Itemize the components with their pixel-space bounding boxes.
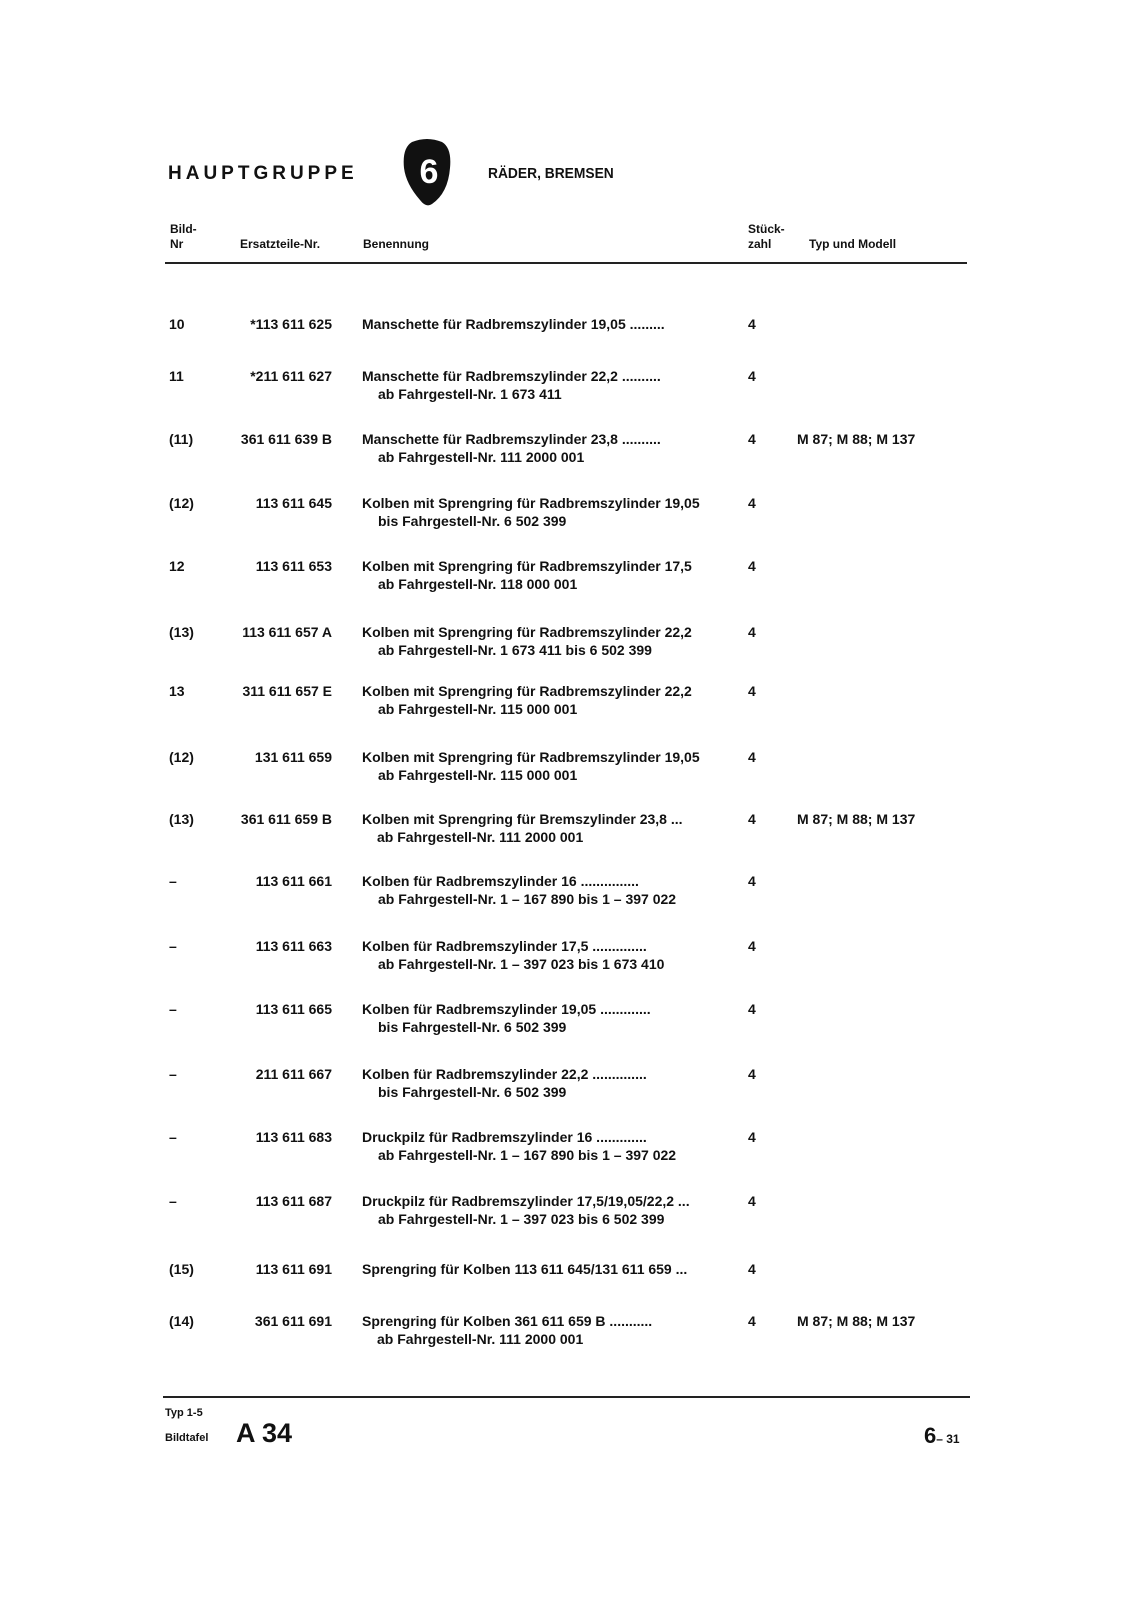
- footer-bildtafel-label: Bildtafel: [165, 1432, 209, 1444]
- description: Druckpilz für Radbremszylinder 16 .............: [362, 1129, 647, 1145]
- col-qty-header: Stück- zahl: [748, 222, 785, 251]
- quantity: 4: [748, 1313, 756, 1329]
- bild-nr: 12: [169, 558, 185, 574]
- quantity: 4: [748, 624, 756, 640]
- description: Kolben mit Sprengring für Radbremszylinder 17,5: [362, 558, 692, 574]
- footer-divider: [163, 1396, 970, 1398]
- bild-nr: 11: [169, 368, 184, 384]
- quantity: 4: [748, 368, 756, 384]
- quantity: 4: [748, 431, 756, 447]
- part-number: 131 611 659: [254, 749, 332, 765]
- description: Kolben mit Sprengring für Bremszylinder 23,8 ...: [362, 811, 683, 827]
- part-number: 113 611 663: [255, 938, 332, 954]
- part-number: 113 611 661: [255, 873, 332, 889]
- description: Sprengring für Kolben 361 611 659 B ...........: [362, 1313, 653, 1329]
- bild-nr: (15): [169, 1261, 194, 1277]
- quantity: 4: [748, 1001, 756, 1017]
- bild-nr: (12): [169, 749, 194, 765]
- chassis-range: ab Fahrgestell-Nr. 111 2000 001: [378, 449, 585, 465]
- type-model: M 87; M 88; M 137: [797, 431, 916, 447]
- bild-nr: –: [169, 1193, 177, 1209]
- group-label: HAUPTGRUPPE: [168, 163, 358, 184]
- bild-nr: –: [169, 1066, 177, 1082]
- chassis-range: ab Fahrgestell-Nr. 1 673 411 bis 6 502 399: [378, 642, 652, 658]
- description: Kolben mit Sprengring für Radbremszylinder 22,2: [362, 624, 692, 640]
- bild-nr: –: [169, 873, 177, 889]
- chassis-range: ab Fahrgestell-Nr. 1 – 167 890 bis 1 – 397 022: [378, 1147, 677, 1163]
- description: Kolben mit Sprengring für Radbremszylinder 19,05: [362, 749, 700, 765]
- description: Manschette für Radbremszylinder 23,8 ..........: [362, 431, 661, 447]
- description: Kolben für Radbremszylinder 16 ...............: [362, 873, 639, 889]
- page-number: 6– 31: [924, 1423, 960, 1448]
- footer-typ: Typ 1-5: [165, 1407, 203, 1419]
- bild-nr: (12): [169, 495, 194, 511]
- bild-nr: (14): [169, 1313, 194, 1329]
- chassis-range: ab Fahrgestell-Nr. 111 2000 001: [377, 829, 584, 845]
- part-number: *211 611 627: [250, 368, 332, 384]
- description: Druckpilz für Radbremszylinder 17,5/19,05/22,2 ...: [362, 1193, 690, 1209]
- chassis-range: ab Fahrgestell-Nr. 1 673 411: [378, 386, 562, 402]
- quantity: 4: [748, 749, 756, 765]
- description: Kolben mit Sprengring für Radbremszylinder 19,05: [362, 495, 700, 511]
- footer-bildtafel: A 34: [236, 1418, 293, 1448]
- chassis-range: ab Fahrgestell-Nr. 115 000 001: [378, 701, 578, 717]
- chassis-range: ab Fahrgestell-Nr. 1 – 397 023 bis 1 673 410: [378, 956, 665, 972]
- bild-nr: (13): [169, 624, 194, 640]
- chassis-range: ab Fahrgestell-Nr. 111 2000 001: [377, 1331, 584, 1347]
- description: Kolben für Radbremszylinder 17,5 ..............: [362, 938, 647, 954]
- part-number: 113 611 645: [255, 495, 332, 511]
- part-number: 211 611 667: [255, 1066, 332, 1082]
- description: Kolben mit Sprengring für Radbremszylinder 22,2: [362, 683, 692, 699]
- quantity: 4: [748, 316, 756, 332]
- bild-nr: (13): [169, 811, 194, 827]
- col-desc-header: Benennung: [363, 237, 429, 251]
- part-number: 113 611 653: [255, 558, 332, 574]
- quantity: 4: [748, 495, 756, 511]
- quantity: 4: [748, 938, 756, 954]
- part-number: 361 611 659 B: [240, 811, 332, 827]
- bild-nr: (11): [169, 431, 194, 447]
- quantity: 4: [748, 683, 756, 699]
- chassis-range: ab Fahrgestell-Nr. 118 000 001: [378, 576, 578, 592]
- type-model: M 87; M 88; M 137: [797, 1313, 916, 1329]
- chassis-range: bis Fahrgestell-Nr. 6 502 399: [378, 513, 567, 529]
- part-number: 113 611 691: [255, 1261, 332, 1277]
- part-number: *113 611 625: [250, 316, 332, 332]
- description: Manschette für Radbremszylinder 19,05 .........: [362, 316, 665, 332]
- part-number: 361 611 639 B: [240, 431, 332, 447]
- bild-nr: 10: [169, 316, 185, 332]
- part-number: 311 611 657 E: [242, 683, 332, 699]
- bild-nr: 13: [169, 683, 185, 699]
- chassis-range: ab Fahrgestell-Nr. 115 000 001: [378, 767, 578, 783]
- bild-nr: –: [169, 938, 177, 954]
- quantity: 4: [748, 873, 756, 889]
- description: Manschette für Radbremszylinder 22,2 ..........: [362, 368, 661, 384]
- part-number: 113 611 687: [255, 1193, 332, 1209]
- bild-nr: –: [169, 1001, 177, 1017]
- chassis-range: bis Fahrgestell-Nr. 6 502 399: [378, 1019, 567, 1035]
- col-typ-header: Typ und Modell: [809, 237, 897, 251]
- chassis-range: bis Fahrgestell-Nr. 6 502 399: [378, 1084, 567, 1100]
- part-number: 113 611 683: [255, 1129, 332, 1145]
- bild-nr: –: [169, 1129, 177, 1145]
- description: Kolben für Radbremszylinder 22,2 ..............: [362, 1066, 647, 1082]
- section-title: RÄDER, BREMSEN: [488, 165, 614, 182]
- quantity: 4: [748, 1129, 756, 1145]
- description: Sprengring für Kolben 113 611 645/131 611 659 ...: [362, 1261, 688, 1277]
- quantity: 4: [748, 1066, 756, 1082]
- type-model: M 87; M 88; M 137: [797, 811, 916, 827]
- quantity: 4: [748, 1261, 756, 1277]
- part-number: 113 611 657 A: [242, 624, 332, 640]
- quantity: 4: [748, 1193, 756, 1209]
- col-part-header: Ersatzteile-Nr.: [240, 237, 321, 251]
- part-number: 361 611 691: [254, 1313, 332, 1329]
- group-number-badge: [402, 138, 452, 206]
- col-bild-header: Bild- Nr: [170, 222, 197, 251]
- header-divider: [165, 262, 967, 264]
- chassis-range: ab Fahrgestell-Nr. 1 – 167 890 bis 1 – 397 022: [378, 891, 677, 907]
- description: Kolben für Radbremszylinder 19,05 .............: [362, 1001, 651, 1017]
- quantity: 4: [748, 558, 756, 574]
- group-number: 6: [419, 153, 439, 191]
- chassis-range: ab Fahrgestell-Nr. 1 – 397 023 bis 6 502 399: [378, 1211, 665, 1227]
- quantity: 4: [748, 811, 756, 827]
- part-number: 113 611 665: [255, 1001, 332, 1017]
